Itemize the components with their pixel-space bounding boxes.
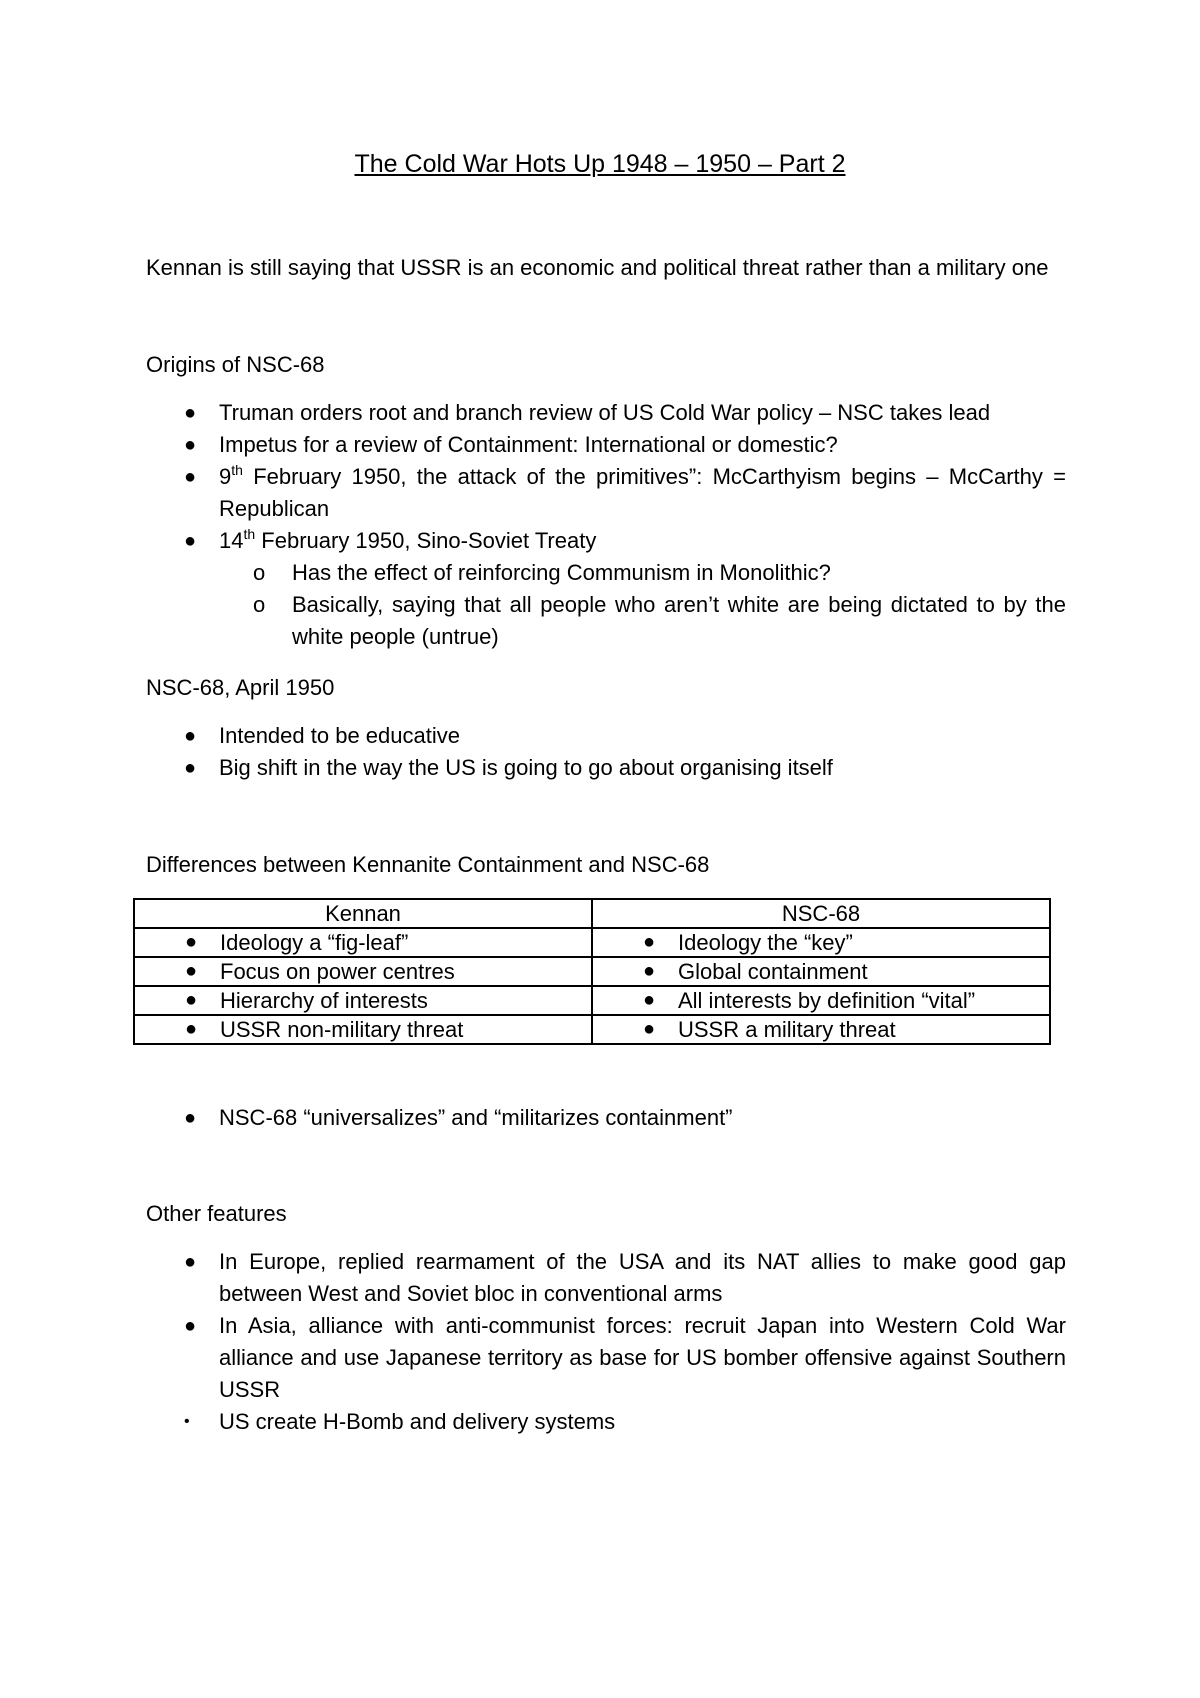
bullet-icon: ● [184, 402, 197, 424]
origins-heading: Origins of NSC-68 [146, 352, 325, 377]
list-item: • US create H-Bomb and delivery systems [146, 1406, 1066, 1438]
after-table-list [146, 1102, 1066, 1134]
bullet-icon: ● [185, 1018, 198, 1040]
table-row [134, 928, 1050, 957]
nsc-list [146, 720, 1066, 784]
bullet-icon: ● [643, 960, 656, 982]
table-cell: ● Focus on power centres [134, 957, 592, 986]
list-item: ● 9th February 1950, the attack of the primitives”: McCarthyism begins – McCarthy = Republican [184, 462, 1066, 521]
bullet-icon: ● [184, 530, 197, 552]
comparison-table [133, 898, 1051, 1045]
bullet-icon: ● [185, 989, 198, 1011]
list-item: ● Truman orders root and branch review of US Cold War policy – NSC takes lead [146, 397, 1066, 429]
origins-sublist [219, 557, 1066, 653]
list-item: o Has the effect of reinforcing Communism in Monolithic? [219, 557, 1066, 589]
intro-block [146, 252, 1066, 284]
table-cell: ● Ideology the “key” [592, 928, 1050, 957]
bullet-icon: ● [184, 1315, 197, 1337]
other-heading: Other features [146, 1201, 287, 1226]
bullet-icon: ● [184, 1251, 197, 1273]
differences-heading: Differences between Kennanite Containment and NSC-68 [146, 852, 710, 877]
circle-bullet-icon: o [253, 560, 266, 585]
origins-list [146, 397, 1066, 653]
table-row [134, 957, 1050, 986]
nsc-heading: NSC-68, April 1950 [146, 675, 335, 700]
bullet-icon: ● [184, 434, 197, 456]
bullet-icon: ● [643, 931, 656, 953]
list-item: ● 14th February 1950, Sino-Soviet Treaty o Has the effect of reinforcing Communism in Monolithic? o Basically, saying that all people who aren’t white are being dictated to by the white people (untrue) [146, 525, 1066, 653]
origins-section [146, 349, 1066, 653]
column-header-kennan: Kennan [134, 899, 592, 928]
list-item: ● Impetus for a review of Containment: International or domestic? [146, 429, 1066, 461]
other-section [146, 1198, 1066, 1438]
list-item: ● In Europe, replied rearmament of the USA and its NAT allies to make good gap between West and Soviet bloc in conventional arms [146, 1246, 1066, 1310]
bullet-icon: ● [185, 931, 198, 953]
page-title: The Cold War Hots Up 1948 – 1950 – Part 2 [354, 150, 846, 178]
bullet-icon: ● [643, 989, 656, 1011]
table-cell: ● Hierarchy of interests [134, 986, 592, 1015]
bullet-icon: ● [184, 1107, 197, 1129]
differences-section [146, 849, 1066, 881]
table-header-row [134, 899, 1050, 928]
list-item: ● NSC-68 “universalizes” and “militarizes containment” [146, 1102, 1066, 1134]
bullet-icon: ● [184, 466, 197, 488]
table-row [134, 986, 1050, 1015]
column-header-nsc68: NSC-68 [592, 899, 1050, 928]
bullet-icon: • [184, 1413, 190, 1430]
bullet-icon: ● [185, 960, 198, 982]
other-list [146, 1246, 1066, 1438]
table-cell: ● USSR a military threat [592, 1015, 1050, 1044]
bullet-icon: ● [643, 1018, 656, 1040]
table-cell: ● Global containment [592, 957, 1050, 986]
list-item: o Basically, saying that all people who aren’t white are being dictated to by the white people (untrue) [219, 589, 1066, 653]
table-cell: ● USSR non-military threat [134, 1015, 592, 1044]
list-item: ● In Asia, alliance with anti-communist forces: recruit Japan into Western Cold War alliance and use Japanese territory as base for US bomber offensive against Southern USSR [146, 1310, 1066, 1406]
circle-bullet-icon: o [253, 592, 266, 617]
bullet-icon: ● [184, 757, 197, 779]
table-cell: ● All interests by definition “vital” [592, 986, 1050, 1015]
nsc-section [146, 672, 1066, 784]
table-row [134, 1015, 1050, 1044]
list-item: ● Intended to be educative [146, 720, 1066, 752]
table-cell: ● Ideology a “fig-leaf” [134, 928, 592, 957]
list-item: ● Big shift in the way the US is going to go about organising itself [146, 752, 1066, 784]
intro-paragraph: Kennan is still saying that USSR is an economic and political threat rather than a military one [146, 255, 1049, 280]
bullet-icon: ● [184, 725, 197, 747]
after-table-block [146, 1102, 1066, 1134]
